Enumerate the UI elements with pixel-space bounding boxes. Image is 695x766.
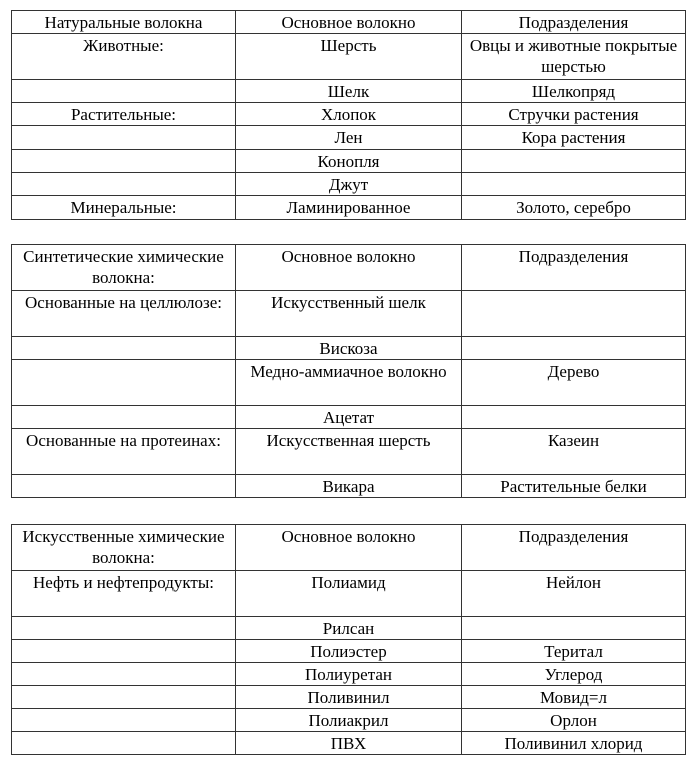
table-cell: Овцы и животные покрытые шерстью — [462, 34, 686, 80]
table-row — [12, 150, 686, 173]
table-cell: Золото, серебро — [462, 196, 686, 220]
table-cell — [12, 475, 236, 498]
table-cell: Вискоза — [236, 337, 462, 360]
table-row — [12, 360, 686, 406]
table-row — [12, 103, 686, 126]
header-cell: Основное волокно — [236, 525, 462, 571]
table-cell: Казеин — [462, 429, 686, 475]
table-row — [12, 337, 686, 360]
table-cell — [12, 732, 236, 755]
table-cell: Конопля — [236, 150, 462, 173]
table-header-row — [12, 525, 686, 571]
table-cell — [12, 640, 236, 663]
table-cell: Шелк — [236, 80, 462, 103]
header-cell: Подразделения — [462, 525, 686, 571]
table-row — [12, 291, 686, 337]
table-cell: Искусственный шелк — [236, 291, 462, 337]
table-row — [12, 173, 686, 196]
table-row — [12, 34, 686, 80]
header-cell: Основное волокно — [236, 11, 462, 34]
table-cell: Растительные белки — [462, 475, 686, 498]
artificial-fibers-table — [11, 524, 686, 755]
header-cell: Основное волокно — [236, 245, 462, 291]
table-cell: Ацетат — [236, 406, 462, 429]
table-cell: Ламинированное — [236, 196, 462, 220]
table-cell: Викара — [236, 475, 462, 498]
table-cell — [462, 173, 686, 196]
table-cell: Полиакрил — [236, 709, 462, 732]
table-cell: Джут — [236, 173, 462, 196]
header-cell: Натуральные волокна — [12, 11, 236, 34]
table-row — [12, 640, 686, 663]
table-cell: Полиамид — [236, 571, 462, 617]
table-cell — [12, 686, 236, 709]
table-cell: Стручки растения — [462, 103, 686, 126]
table-cell — [12, 150, 236, 173]
table-row — [12, 475, 686, 498]
table-cell: Полиэстер — [236, 640, 462, 663]
table-cell: Полиуретан — [236, 663, 462, 686]
table-cell: Мовид=л — [462, 686, 686, 709]
table-cell: ПВХ — [236, 732, 462, 755]
table-cell — [12, 360, 236, 406]
table-header-row — [12, 245, 686, 291]
table-cell: Кора растения — [462, 126, 686, 150]
table-row — [12, 126, 686, 150]
table-row — [12, 709, 686, 732]
table-cell: Основанные на протеинах: — [12, 429, 236, 475]
table-cell — [462, 291, 686, 337]
table-row — [12, 406, 686, 429]
table-row — [12, 429, 686, 475]
table-cell: Искусственная шерсть — [236, 429, 462, 475]
table-cell: Лен — [236, 126, 462, 150]
table-cell — [12, 617, 236, 640]
table-header-row — [12, 11, 686, 34]
header-cell: Подразделения — [462, 11, 686, 34]
table-row — [12, 663, 686, 686]
table-cell: Рилсан — [236, 617, 462, 640]
table-cell — [12, 80, 236, 103]
synthetic-fibers-table — [11, 244, 686, 498]
table-cell — [462, 617, 686, 640]
table-cell — [12, 709, 236, 732]
table-cell — [12, 173, 236, 196]
table-cell: Медно-аммиачное волокно — [236, 360, 462, 406]
table-cell — [462, 406, 686, 429]
table-cell — [12, 663, 236, 686]
table-cell: Основанные на целлюлозе: — [12, 291, 236, 337]
header-cell: Подразделения — [462, 245, 686, 291]
table-cell — [462, 337, 686, 360]
header-cell: Искусственные химические волокна: — [12, 525, 236, 571]
table-cell: Орлон — [462, 709, 686, 732]
table-cell: Животные: — [12, 34, 236, 80]
table-cell — [12, 337, 236, 360]
header-cell: Синтетические химические волокна: — [12, 245, 236, 291]
table-cell — [12, 126, 236, 150]
table-row — [12, 686, 686, 709]
natural-fibers-table — [11, 10, 686, 220]
table-cell: Шелкопряд — [462, 80, 686, 103]
table-row — [12, 617, 686, 640]
table-cell: Поливинил — [236, 686, 462, 709]
table-row — [12, 196, 686, 220]
table-cell: Поливинил хлорид — [462, 732, 686, 755]
table-cell: Хлопок — [236, 103, 462, 126]
table-cell: Теритал — [462, 640, 686, 663]
table-row — [12, 80, 686, 103]
table-cell: Шерсть — [236, 34, 462, 80]
table-cell: Нефть и нефтепродукты: — [12, 571, 236, 617]
table-row — [12, 732, 686, 755]
table-cell: Растительные: — [12, 103, 236, 126]
table-row — [12, 571, 686, 617]
table-cell — [12, 406, 236, 429]
table-cell: Дерево — [462, 360, 686, 406]
table-cell: Углерод — [462, 663, 686, 686]
table-cell: Нейлон — [462, 571, 686, 617]
table-cell — [462, 150, 686, 173]
table-cell: Минеральные: — [12, 196, 236, 220]
